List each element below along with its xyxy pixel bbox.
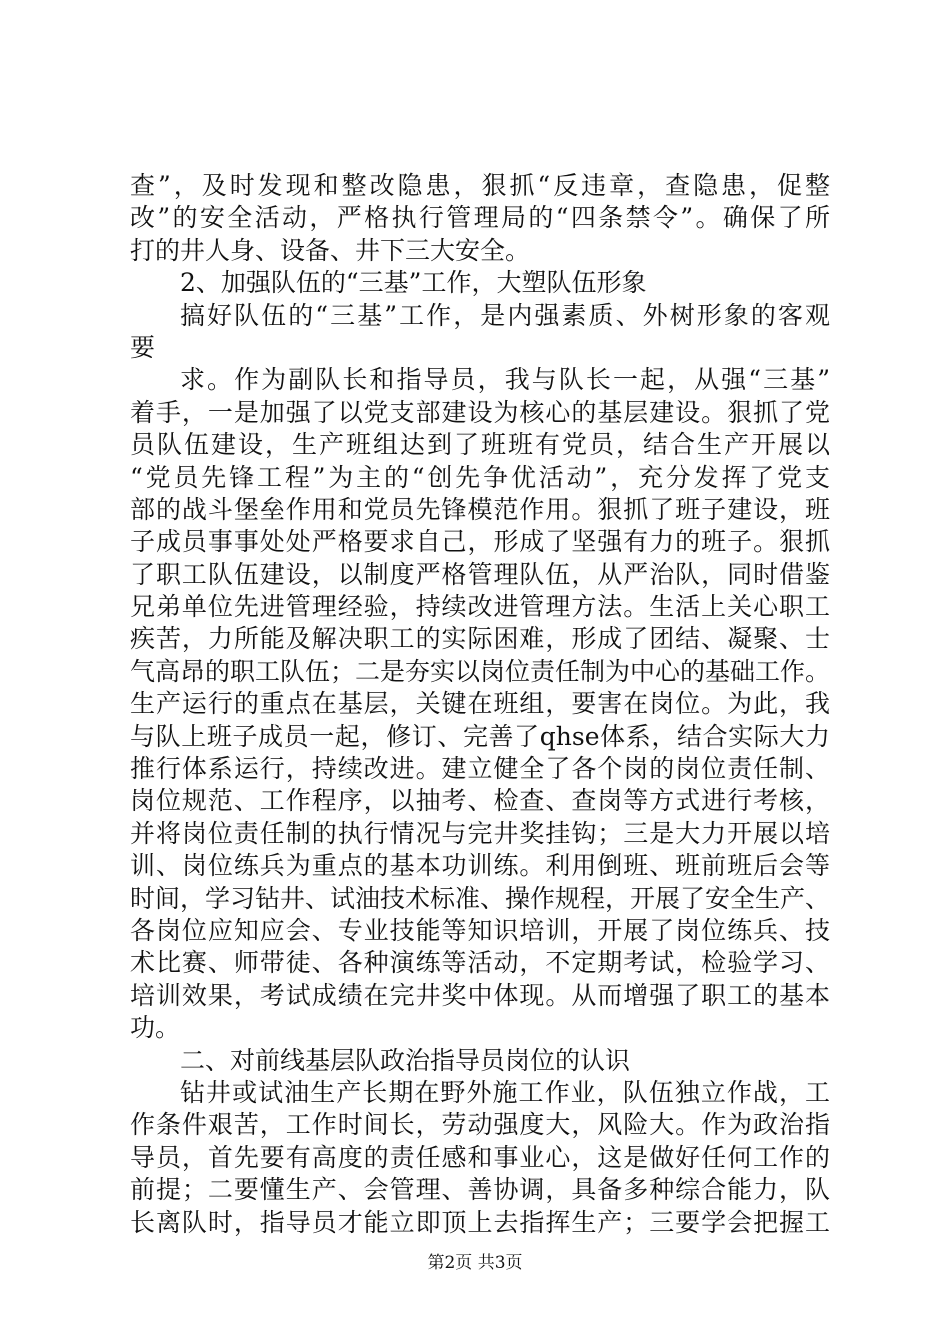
text-line: 培训效果，考试成绩在完井奖中体现。从而增强了职工的基本 <box>130 980 830 1010</box>
text-line: 时间，学习钻井、试油技术标准、操作规程，开展了安全生产、 <box>130 883 830 913</box>
text-line: 术比赛、师带徒、各种演练等活动，不定期考试，检验学习、 <box>130 948 830 978</box>
text-line: 打的井人身、设备、井下三大安全。 <box>130 235 531 265</box>
text-line: 气高昂的职工队伍；二是夯实以岗位责任制为中心的基础工作。 <box>130 656 830 686</box>
text-line: 查”，及时发现和整改隐患，狠抓“反违章，查隐患，促整 <box>130 171 830 200</box>
text-line: 与队上班子成员一起，修订、完善了qhse体系，结合实际大力 <box>130 721 830 751</box>
text-line: 二、对前线基层队政治指导员岗位的认识 <box>180 1045 631 1075</box>
text-line: 岗位规范、工作程序，以抽考、检查、查岗等方式进行考核， <box>130 786 830 816</box>
text-line: 作条件艰苦，工作时间长，劳动强度大，风险大。作为政治指 <box>130 1110 830 1140</box>
text-line: 着手，一是加强了以党支部建设为核心的基层建设。狠抓了党 <box>130 397 830 427</box>
text-line: 推行体系运行，持续改进。建立健全了各个岗的岗位责任制、 <box>130 754 830 784</box>
text-line: 部的战斗堡垒作用和党员先锋模范作用。狠抓了班子建设，班 <box>130 494 830 524</box>
text-line: 了职工队伍建设，以制度严格管理队伍，从严治队，同时借鉴 <box>130 559 830 589</box>
page-footer: 第2页 共3页 <box>427 1253 523 1273</box>
text-line: 训、岗位练兵为重点的基本功训练。利用倒班、班前班后会等 <box>130 851 830 881</box>
text-line: 生产运行的重点在基层，关键在班组，要害在岗位。为此，我 <box>130 689 830 719</box>
text-line: 要 <box>130 332 156 362</box>
text-line: 钻井或试油生产长期在野外施工作业，队伍独立作战，工 <box>180 1077 830 1107</box>
text-line: 功。 <box>130 1013 181 1043</box>
text-line: 员队伍建设，生产班组达到了班班有党员，结合生产开展以 <box>130 430 830 460</box>
text-line: 子成员事事处处严格要求自己，形成了坚强有力的班子。狠抓 <box>130 527 830 557</box>
text-line: 并将岗位责任制的执行情况与完井奖挂钩；三是大力开展以培 <box>130 818 830 848</box>
text-line: “党员先锋工程”为主的“创先争优活动”，充分发挥了党支 <box>130 462 830 492</box>
text-line: 长离队时，指导员才能立即顶上去指挥生产；三要学会把握工 <box>130 1207 830 1237</box>
text-line: 疾苦，力所能及解决职工的实际困难，形成了团结、凝聚、士 <box>130 624 830 654</box>
text-line: 求。作为副队长和指导员，我与队长一起，从强“三基” <box>180 365 830 395</box>
text-line: 搞好队伍的“三基”工作，是内强素质、外树形象的客观 <box>180 300 830 330</box>
document-body <box>130 170 830 1239</box>
text-line: 2、加强队伍的“三基”工作，大塑队伍形象 <box>180 268 647 298</box>
text-line: 前提；二要懂生产、会管理、善协调，具备多种综合能力，队 <box>130 1175 830 1205</box>
text-line: 导员，首先要有高度的责任感和事业心，这是做好任何工作的 <box>130 1142 830 1172</box>
text-line: 兄弟单位先进管理经验，持续改进管理方法。生活上关心职工 <box>130 592 830 622</box>
text-line: 改”的安全活动，严格执行管理局的“四条禁令”。确保了所 <box>130 203 830 233</box>
text-line: 各岗位应知应会、专业技能等知识培训，开展了岗位练兵、技 <box>130 915 830 945</box>
